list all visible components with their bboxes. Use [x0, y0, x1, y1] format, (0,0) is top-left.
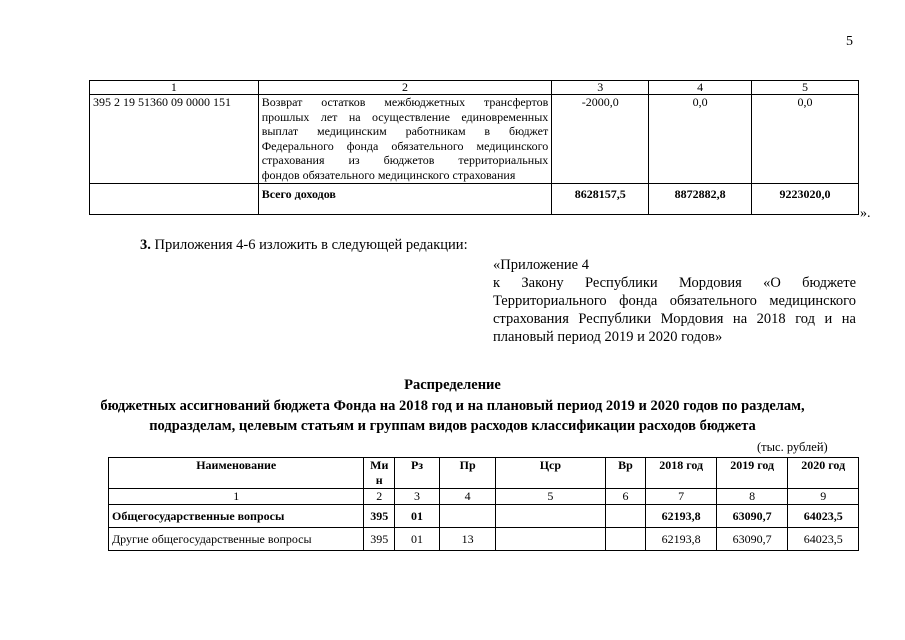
- col-header-3: 3: [552, 81, 649, 95]
- title-line: Распределение: [404, 377, 501, 393]
- appendix-line: к Закону Республики Мордовия «О бюджете: [493, 275, 856, 291]
- appendix-line: «Приложение 4: [493, 257, 589, 273]
- col-header-1: 1: [90, 81, 259, 95]
- column-number-row: [109, 489, 859, 505]
- total-row: [90, 183, 859, 214]
- total-label: Всего доходов: [258, 183, 552, 214]
- row-name-line: Федерального фонда обязательного медицинского: [261, 138, 549, 153]
- closing-quote: ».: [860, 206, 871, 221]
- row-name: [258, 95, 552, 184]
- table-row: [109, 505, 859, 528]
- row-vr: [605, 505, 646, 528]
- total-2020: 9223020,0: [752, 183, 859, 214]
- header-vr: Вр: [605, 458, 646, 489]
- row-name: Другие общегосударственные вопросы: [109, 528, 364, 551]
- row-2020: 64023,5: [788, 505, 859, 528]
- row-2019: 63090,7: [716, 505, 788, 528]
- page-number: 5: [846, 34, 853, 49]
- header-2019: 2019 год: [716, 458, 788, 489]
- title-line: бюджетных ассигнований бюджета Фонда на 2018 год и на плановый период 2019 и 2020 годов по разделам,: [100, 397, 805, 414]
- row-2020: 64023,5: [788, 528, 859, 551]
- appendix-line: плановый период 2019 и 2020 годов»: [493, 329, 723, 345]
- header-min-line: Ми: [370, 458, 389, 472]
- total-empty-cell: [90, 183, 259, 214]
- row-vr: [605, 528, 646, 551]
- value-2020: 0,0: [752, 95, 859, 184]
- header-min: [364, 458, 395, 489]
- value-2018: -2000,0: [552, 95, 649, 184]
- allocation-table: [108, 457, 859, 551]
- header-rz: Рз: [395, 458, 440, 489]
- col-header-4: 4: [649, 81, 752, 95]
- table-row: [90, 95, 859, 184]
- title-line: подразделам, целевым статьям и группам видов расходов классификации расходов бюджета: [149, 418, 756, 434]
- row-2018: 62193,8: [646, 505, 717, 528]
- row-min: 395: [364, 505, 395, 528]
- col-header-2: 2: [258, 81, 552, 95]
- distribution-title: [0, 375, 905, 437]
- header-2018: 2018 год: [646, 458, 717, 489]
- col-number: 4: [440, 489, 496, 505]
- appendix-line: Территориального фонда обязательного медицинского: [493, 293, 856, 309]
- item-number: 3.: [140, 237, 151, 253]
- row-name-line: Возврат остатков межбюджетных трансфертов: [261, 95, 549, 109]
- row-name-line: фондов обязательного медицинского страхования: [261, 167, 516, 182]
- item-3: [140, 237, 468, 254]
- row-min: 395: [364, 528, 395, 551]
- row-name-line: прошлых лет на осуществление единовременных: [261, 109, 549, 124]
- row-name-line: страхования из бюджетов территориальных: [261, 153, 549, 168]
- col-number: 8: [716, 489, 788, 505]
- header-csr: Цср: [496, 458, 605, 489]
- appendix-header: [493, 256, 856, 346]
- col-number: 9: [788, 489, 859, 505]
- row-pr: [440, 505, 496, 528]
- revenue-table-header: [90, 81, 859, 95]
- col-number: 3: [395, 489, 440, 505]
- total-2018: 8628157,5: [552, 183, 649, 214]
- row-csr: [496, 505, 605, 528]
- row-rz: 01: [395, 505, 440, 528]
- row-csr: [496, 528, 605, 551]
- header-name: Наименование: [109, 458, 364, 489]
- col-header-5: 5: [752, 81, 859, 95]
- value-2019: 0,0: [649, 95, 752, 184]
- col-number: 5: [496, 489, 605, 505]
- item-text: Приложения 4-6 изложить в следующей редакции:: [150, 237, 468, 253]
- units-label: (тыс. рублей): [757, 440, 828, 454]
- revenue-table: [89, 80, 859, 215]
- allocation-header-row: [109, 458, 859, 489]
- budget-code: 395 2 19 51360 09 0000 151: [90, 95, 259, 184]
- row-name: Общегосударственные вопросы: [109, 505, 364, 528]
- appendix-line: страхования Республики Мордовия на 2018 год и на: [493, 311, 856, 327]
- header-pr: Пр: [440, 458, 496, 489]
- total-2019: 8872882,8: [649, 183, 752, 214]
- row-pr: 13: [440, 528, 496, 551]
- header-2020: 2020 год: [788, 458, 859, 489]
- col-number: 7: [646, 489, 717, 505]
- row-name-line: выплат медицинским работникам в бюджет: [261, 124, 549, 139]
- row-rz: 01: [395, 528, 440, 551]
- col-number: 6: [605, 489, 646, 505]
- header-min-line: н: [375, 473, 383, 487]
- row-2018: 62193,8: [646, 528, 717, 551]
- table-row: [109, 528, 859, 551]
- col-number: 1: [109, 489, 364, 505]
- col-number: 2: [364, 489, 395, 505]
- row-2019: 63090,7: [716, 528, 788, 551]
